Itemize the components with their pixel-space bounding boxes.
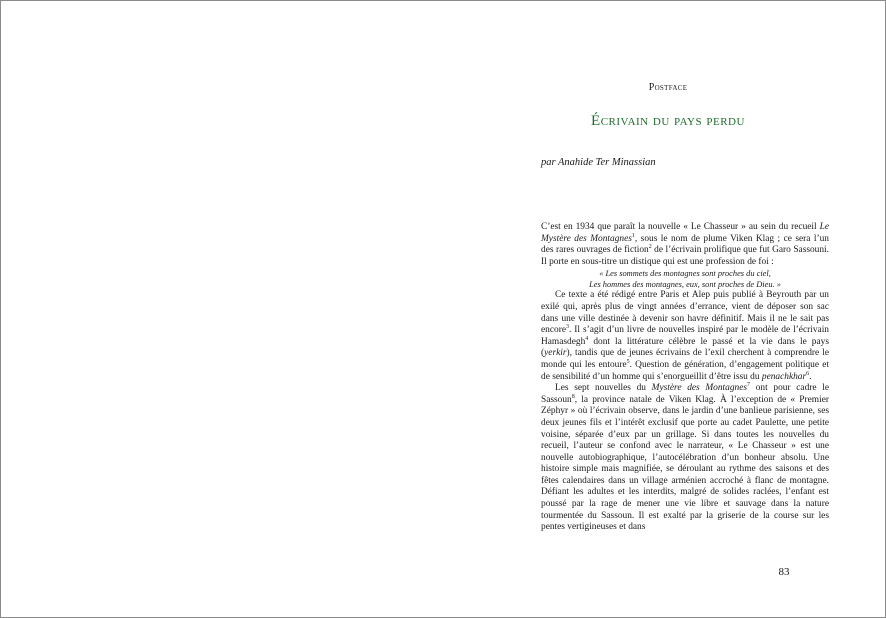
paragraph-3-text-c: , la province natale de Viken Klag. À l’exception de « Premier Zéphyr » où l’écrivain observe, dans le jardin d’une banlieue parisienne, ses deux jeunes fils et l’intérêt exclusif que porte au cadet Paulette, une petite voisine, séparée d’eux par un grillage. Si dans toutes les nouvelles du recueil, l’auteur se confond avec le narrateur, « Le Chasseur » est une nouvelle autobiographique, l’autocélébration d’un bonheur absolu. Une histoire simple mais magnifiée, se déroulant au rythme des saisons et des fêtes calendaires dans un village arménien accroché à flanc de montagne. Défiant les adultes et les interdits, malgré de solides raclées, l’enfant est poussé par la rage de mener une vie libre et sauvage dans la nature tourmentée du Sassoun. Il est exalté par la griserie de la course sur les pentes vertigineuses et dans bbox=[541, 394, 829, 533]
paragraph-3-text-a: Les sept nouvelles du bbox=[555, 383, 652, 394]
epigraph-line-1: « Les sommets des montagnes sont proches du ciel, bbox=[599, 269, 771, 279]
note-ref-8: 8 bbox=[571, 393, 575, 400]
left-page-blank bbox=[1, 1, 444, 617]
epigraph bbox=[541, 268, 829, 290]
note-ref-7: 7 bbox=[747, 382, 751, 388]
paragraph-2-text-a: Ce texte a été rédigé entre Paris et Alep puis publié à Beyrouth par un exilé qui, après plus de vingt années d’errance, vient de déposer son sac dans une ville destinée à devenir son havre définitif. Mais il ne le sait pas encore bbox=[541, 290, 829, 336]
paragraph-1 bbox=[541, 222, 829, 268]
paragraph-2-text-b: . Il s’agit d’un livre de nouvelles inspiré par le modèle de l’écrivain Hamasdegh bbox=[541, 325, 829, 347]
body-text bbox=[541, 222, 829, 534]
paragraph-1-text-a: C’est en 1934 que paraît la nouvelle « Le Chasseur » au sein du recueil bbox=[541, 222, 820, 232]
term-yerkir: yerkir bbox=[544, 348, 567, 359]
paragraph-1-text-c: de l’écrivain prolifique que fut Garo Sassouni. Il porte en sous-titre un distique qui est une profession de foi : bbox=[541, 245, 830, 267]
paragraph-2-text-c: dont la littérature célèbre le passé et la vie dans le pays ( bbox=[541, 336, 829, 359]
paragraph-1-text-b: , sous le nom de plume Viken Klag ; ce sera l’un des rares ouvrages de fiction bbox=[541, 233, 829, 256]
paragraph-2 bbox=[541, 290, 829, 383]
note-ref-2: 2 bbox=[648, 244, 652, 251]
term-penachkhar: penachkhar bbox=[761, 371, 807, 382]
paragraph-2-text-e: . Question de génération, d’engagement politique et de sensibilité d’un homme qui s’enorgueillit d’être issu du bbox=[541, 359, 829, 382]
paragraph-2-text-f: . bbox=[809, 371, 812, 382]
book-title-ref: Le Mystère des Montagnes bbox=[541, 222, 829, 244]
paragraph-2-text-d: ), tandis que de jeunes écrivains de l’exil cherchent à comprendre le monde qui les entoure bbox=[541, 348, 829, 370]
note-ref-1: 1 bbox=[631, 232, 635, 239]
page-number: 83 bbox=[778, 566, 790, 578]
section-label: Postface bbox=[648, 82, 688, 93]
note-ref-4: 4 bbox=[585, 335, 589, 342]
paragraph-3-text-b: ont pour cadre le Sassoun bbox=[541, 383, 829, 405]
right-page bbox=[444, 1, 885, 617]
epigraph-line-2: Les hommes des montagnes, eux, sont proches de Dieu. » bbox=[589, 280, 781, 290]
book-title-ref-2: Mystère des Montagnes bbox=[651, 383, 748, 394]
note-ref-3: 3 bbox=[565, 324, 569, 331]
byline: par Anahide Ter Minassian bbox=[541, 157, 656, 168]
chapter-title: Écrivain du pays perdu bbox=[591, 113, 745, 129]
note-ref-6: 6 bbox=[806, 370, 810, 377]
note-ref-5: 5 bbox=[626, 358, 630, 365]
paragraph-3 bbox=[541, 383, 829, 534]
